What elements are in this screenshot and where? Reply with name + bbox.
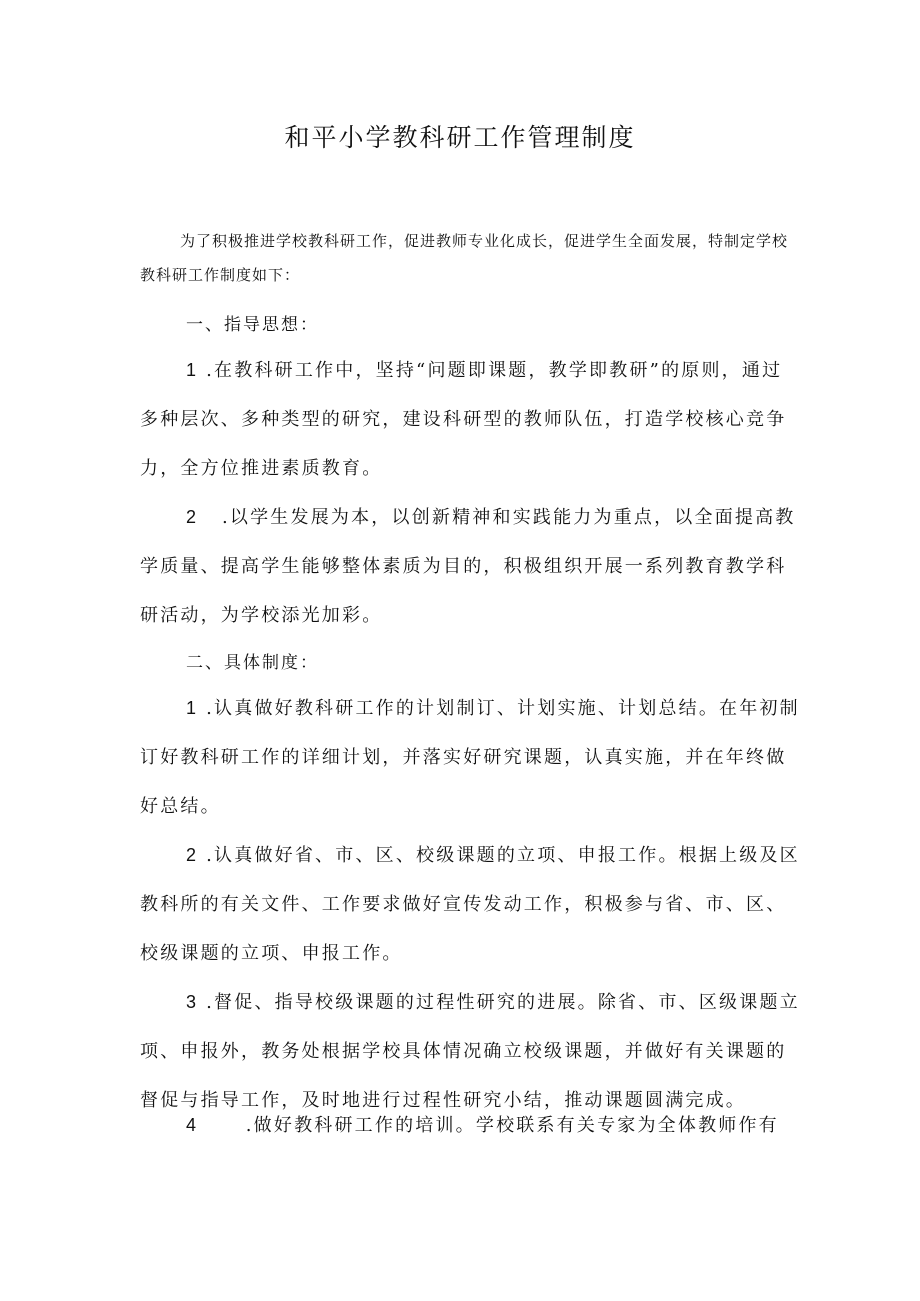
rule-item-1 bbox=[140, 684, 800, 831]
item-text: .认真做好教科研工作的计划制订、计划实施、计划总结。在年初制订好教科研工作的详细计划，并落实好研究课题，认真实施，并在年终做好总结。 bbox=[140, 698, 800, 817]
item-number: 1 bbox=[186, 360, 199, 380]
guiding-item-2 bbox=[140, 493, 800, 640]
rule-item-2 bbox=[140, 831, 800, 978]
item-text: .做好教科研工作的培训。学校联系有关专家为全体教师作有 bbox=[245, 1115, 779, 1136]
item-text: .督促、指导校级课题的过程性研究的进展。除省、市、区级课题立项、申报外，教务处根据学校具体情况确立校级课题，并做好有关课题的督促与指导工作，及时地进行过程性研究小结，推动课题圆满完成。 bbox=[140, 992, 800, 1111]
intro-paragraph: 为了积极推进学校教科研工作，促进教师专业化成长，促进学生全面发展，特制定学校教科研工作制度如下： bbox=[140, 232, 789, 284]
document-title: 和平小学教科研工作管理制度 bbox=[284, 123, 636, 152]
item-number: 2 bbox=[186, 845, 199, 865]
item-number: 2 bbox=[186, 507, 199, 527]
item-text: .在教科研工作中，坚持“问题即课题，教学即教研”的原则，通过多种层次、多种类型的研究，建设科研型的教师队伍，打造学校核心竞争力，全方位推进素质教育。 bbox=[140, 360, 787, 479]
rule-item-4 bbox=[140, 1101, 800, 1150]
section-heading-specific-rules: 二、具体制度： bbox=[186, 653, 319, 673]
item-number: 3 bbox=[186, 992, 199, 1012]
guiding-item-1 bbox=[140, 346, 800, 493]
item-number: 4 bbox=[186, 1115, 199, 1135]
item-number: 1 bbox=[186, 698, 199, 718]
section-heading-guiding-ideology: 一、指导思想： bbox=[186, 315, 319, 335]
item-text: .以学生发展为本，以创新精神和实践能力为重点，以全面提高教学质量、提高学生能够整体素质为目的，积极组织开展一系列教育教学科研活动，为学校添光加彩。 bbox=[140, 507, 796, 626]
item-text: .认真做好省、市、区、校级课题的立项、申报工作。根据上级及区教科所的有关文件、工作要求做好宣传发动工作，积极参与省、市、区、校级课题的立项、申报工作。 bbox=[140, 845, 800, 964]
